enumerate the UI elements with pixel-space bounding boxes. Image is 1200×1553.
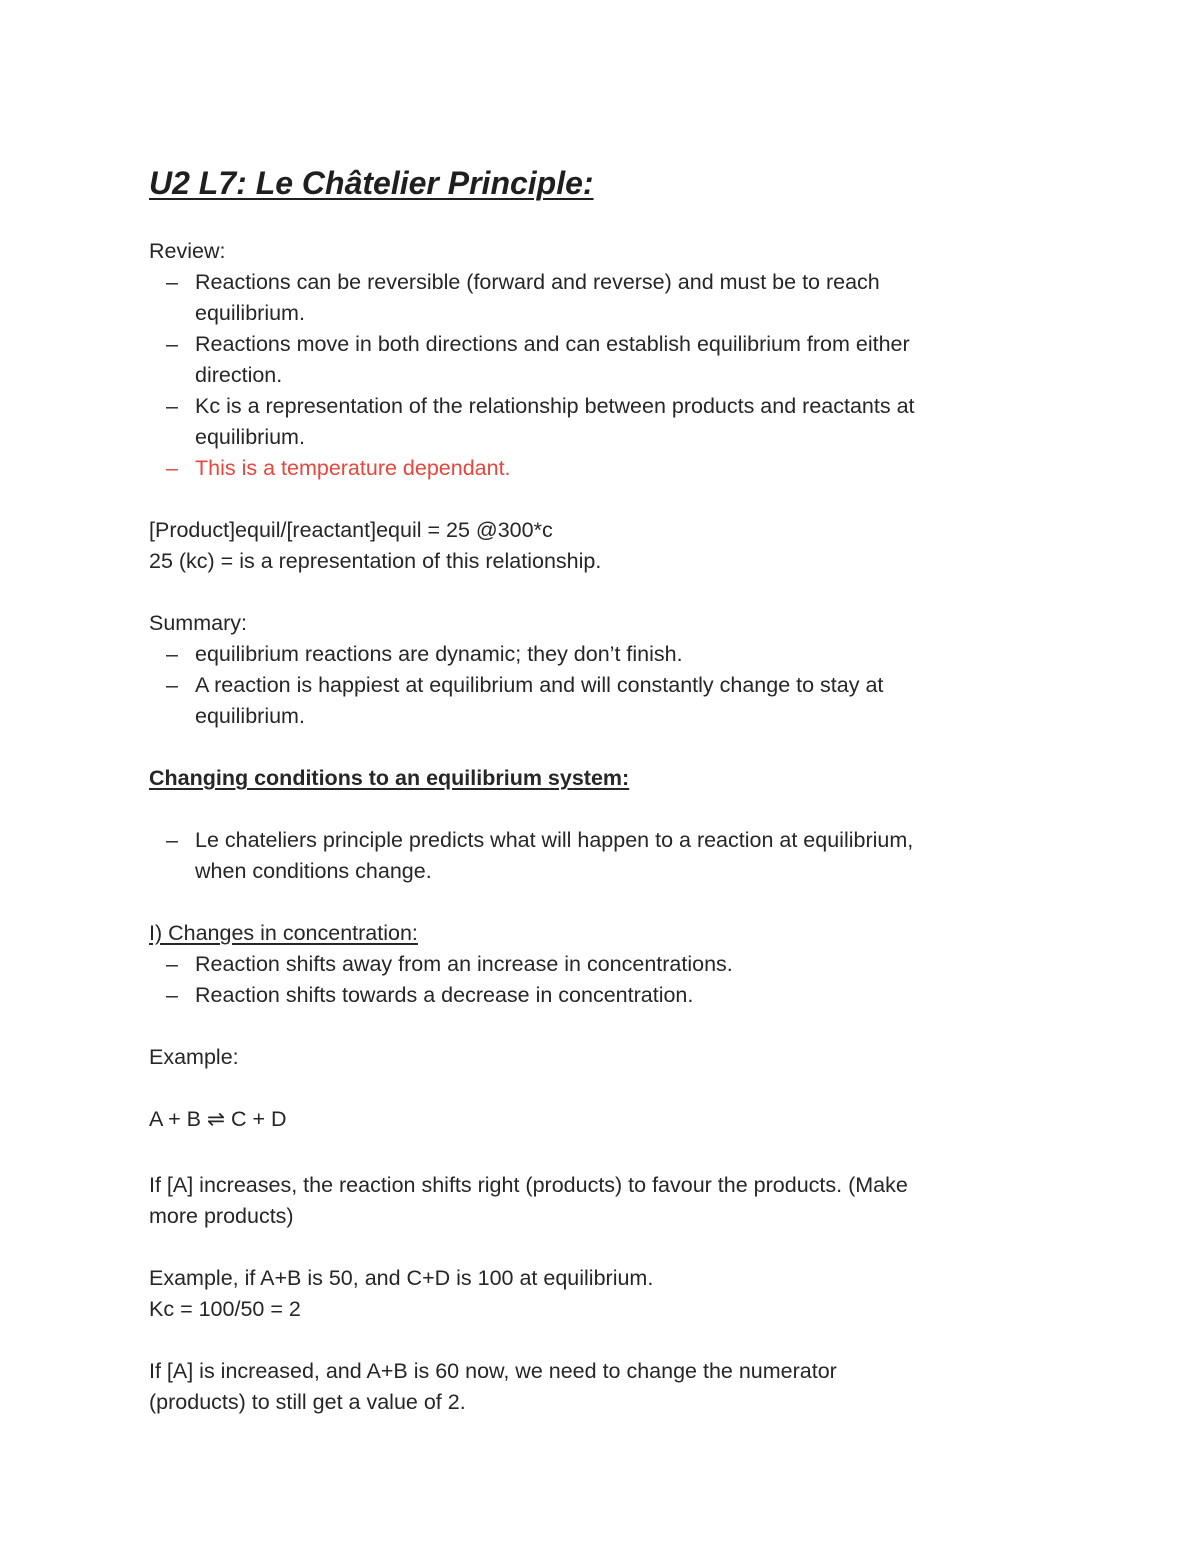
review-label: Review: xyxy=(149,239,226,263)
paragraph-line: If [A] increases, the reaction shifts right (products) to favour the products. (Make xyxy=(149,1173,908,1197)
concentration-list xyxy=(149,949,1049,1011)
list-item-line: equilibrium. xyxy=(195,301,305,325)
section-heading: Changing conditions to an equilibrium system: xyxy=(149,766,630,790)
list-item xyxy=(149,391,1049,453)
spacer xyxy=(149,732,1049,763)
dash-bullet: – xyxy=(166,332,178,356)
review-list xyxy=(149,267,1049,484)
list-item-line: when conditions change. xyxy=(195,859,432,883)
summary-label: Summary: xyxy=(149,611,247,635)
sub-heading: I) Changes in concentration: xyxy=(149,921,418,945)
paragraph-line: (products) to still get a value of 2. xyxy=(149,1390,466,1414)
dash-bullet: – xyxy=(166,952,178,976)
dash-bullet: – xyxy=(166,828,178,852)
list-item xyxy=(149,980,1049,1011)
dash-bullet: – xyxy=(166,394,178,418)
list-item-line: equilibrium. xyxy=(195,704,305,728)
document-body xyxy=(149,236,1049,1418)
spacer xyxy=(149,484,1049,515)
spacer xyxy=(149,1135,1049,1170)
spacer xyxy=(149,1325,1049,1356)
page-title: U2 L7: Le Châtelier Principle: xyxy=(149,165,594,201)
list-item-line: Reaction shifts towards a decrease in concentration. xyxy=(195,983,694,1007)
dash-bullet: – xyxy=(166,642,178,666)
spacer xyxy=(149,1073,1049,1104)
list-item-highlighted xyxy=(149,453,1049,484)
list-item xyxy=(149,949,1049,980)
list-item-line: A reaction is happiest at equilibrium and will constantly change to stay at xyxy=(195,673,884,697)
dash-bullet: – xyxy=(166,983,178,1007)
list-item xyxy=(149,825,1049,887)
changing-list xyxy=(149,825,1049,887)
summary-list xyxy=(149,639,1049,732)
list-item xyxy=(149,639,1049,670)
list-item-line: Le chateliers principle predicts what will happen to a reaction at equilibrium, xyxy=(195,828,914,852)
spacer xyxy=(149,577,1049,608)
list-item xyxy=(149,329,1049,391)
dash-bullet: – xyxy=(166,673,178,697)
list-item-line: This is a temperature dependant. xyxy=(195,456,511,480)
list-item-line: equilibrium. xyxy=(195,425,305,449)
example-label: Example: xyxy=(149,1045,239,1069)
spacer xyxy=(149,794,1049,825)
paragraph-line: more products) xyxy=(149,1204,294,1228)
list-item xyxy=(149,267,1049,329)
list-item xyxy=(149,670,1049,732)
list-item-line: Kc is a representation of the relationship between products and reactants at xyxy=(195,394,915,418)
list-item-line: equilibrium reactions are dynamic; they don’t finish. xyxy=(195,642,683,666)
list-item-line: direction. xyxy=(195,363,283,387)
dash-bullet: – xyxy=(166,270,178,294)
paragraph-line: Kc = 100/50 = 2 xyxy=(149,1297,301,1321)
paragraph-line: If [A] is increased, and A+B is 60 now, we need to change the numerator xyxy=(149,1359,837,1383)
equation-line: 25 (kc) = is a representation of this relationship. xyxy=(149,549,602,573)
list-item-line: Reactions can be reversible (forward and reverse) and must be to reach xyxy=(195,270,880,294)
spacer xyxy=(149,1232,1049,1263)
list-item-line: Reactions move in both directions and can establish equilibrium from either xyxy=(195,332,910,356)
spacer xyxy=(149,887,1049,918)
dash-bullet: – xyxy=(166,456,178,480)
paragraph-line: Example, if A+B is 50, and C+D is 100 at equilibrium. xyxy=(149,1266,654,1290)
reaction-equation: A + B ⇌ C + D xyxy=(149,1107,287,1131)
list-item-line: Reaction shifts away from an increase in concentrations. xyxy=(195,952,733,976)
equation-line: [Product]equil/[reactant]equil = 25 @300*c xyxy=(149,518,553,542)
spacer xyxy=(149,1011,1049,1042)
